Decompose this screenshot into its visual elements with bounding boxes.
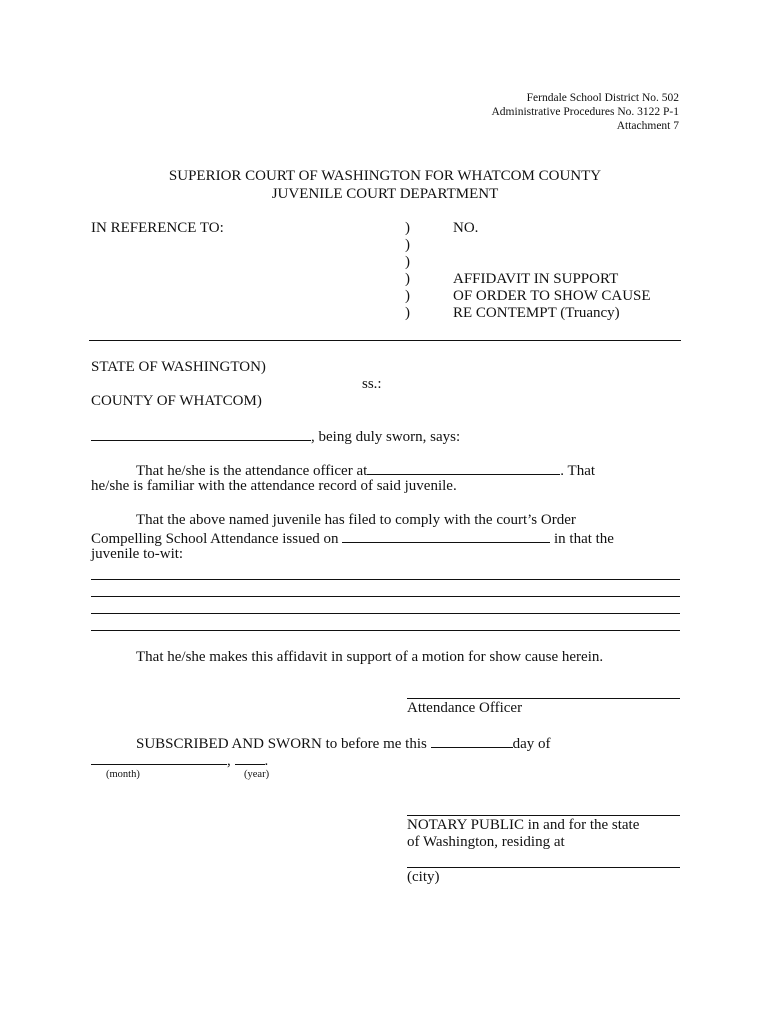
affidavit-title-line3: RE CONTEMPT (Truancy) bbox=[453, 305, 620, 321]
city-line[interactable] bbox=[407, 867, 680, 868]
caption-paren: ) bbox=[405, 305, 410, 321]
explanation-line[interactable] bbox=[91, 630, 680, 631]
jurat-text: SUBSCRIBED AND SWORN to before me this bbox=[136, 736, 427, 752]
reference-label: IN REFERENCE TO: bbox=[91, 220, 224, 236]
paragraph-2-line3: juvenile to-wit: bbox=[91, 546, 184, 562]
district-name: Ferndale School District No. 502 bbox=[526, 92, 679, 104]
jurat-comma: , bbox=[227, 753, 231, 769]
paragraph-3: That he/she makes this affidavit in support of a motion for show cause herein. bbox=[136, 649, 604, 665]
attachment-label: Attachment 7 bbox=[616, 120, 679, 132]
month-field[interactable] bbox=[91, 751, 227, 765]
affiant-name-field[interactable] bbox=[91, 427, 311, 441]
procedures-number: Administrative Procedures No. 3122 P-1 bbox=[491, 106, 679, 118]
explanation-line[interactable] bbox=[91, 596, 680, 597]
caption-paren: ) bbox=[405, 237, 410, 253]
officer-label: Attendance Officer bbox=[407, 700, 523, 716]
caption-paren: ) bbox=[405, 271, 410, 287]
notary-title-line1: NOTARY PUBLIC in and for the state bbox=[407, 817, 640, 833]
year-field[interactable] bbox=[235, 751, 265, 765]
sworn-text: , being duly sworn, says: bbox=[311, 429, 461, 445]
school-name-field[interactable] bbox=[367, 461, 560, 475]
explanation-line[interactable] bbox=[91, 579, 680, 580]
order-date-field[interactable] bbox=[342, 529, 550, 543]
venue-county: COUNTY OF WHATCOM) bbox=[91, 393, 262, 409]
officer-signature-line[interactable] bbox=[407, 698, 680, 699]
affidavit-title-line1: AFFIDAVIT IN SUPPORT bbox=[453, 271, 619, 287]
case-number-label: NO. bbox=[453, 220, 479, 236]
paragraph-2-line1: That the above named juvenile has filed to comply with the court’s Order bbox=[136, 512, 576, 528]
paragraph-1-line2: he/she is familiar with the attendance record of said juvenile. bbox=[91, 478, 457, 494]
paragraph-1-end: . That bbox=[560, 463, 596, 479]
caption-paren: ) bbox=[405, 220, 410, 236]
month-label: (month) bbox=[106, 769, 140, 780]
venue-state: STATE OF WASHINGTON) bbox=[91, 359, 266, 375]
court-department: JUVENILE COURT DEPARTMENT bbox=[271, 186, 499, 202]
compelling-text: Compelling School Attendance issued on bbox=[91, 531, 339, 547]
court-title: SUPERIOR COURT OF WASHINGTON FOR WHATCOM COUNTY bbox=[168, 168, 602, 184]
notary-title-line2: of Washington, residing at bbox=[407, 834, 565, 850]
day-field[interactable] bbox=[431, 734, 513, 748]
jurat-period: . bbox=[264, 753, 269, 769]
affidavit-title-line2: OF ORDER TO SHOW CAUSE bbox=[453, 288, 651, 304]
day-of-text: day of bbox=[512, 736, 551, 752]
caption-paren: ) bbox=[405, 288, 410, 304]
caption-divider bbox=[89, 340, 681, 341]
year-label: (year) bbox=[244, 769, 270, 780]
jurat-date-line bbox=[91, 751, 268, 770]
venue-ss: ss.: bbox=[362, 376, 382, 392]
attendance-officer-text: That he/she is the attendance officer at bbox=[136, 463, 368, 479]
affiant-line bbox=[91, 427, 460, 446]
in-that-text: in that the bbox=[553, 531, 614, 547]
city-label: (city) bbox=[407, 869, 440, 885]
explanation-line[interactable] bbox=[91, 613, 680, 614]
notary-signature-line[interactable] bbox=[407, 815, 680, 816]
caption-paren: ) bbox=[405, 254, 410, 270]
